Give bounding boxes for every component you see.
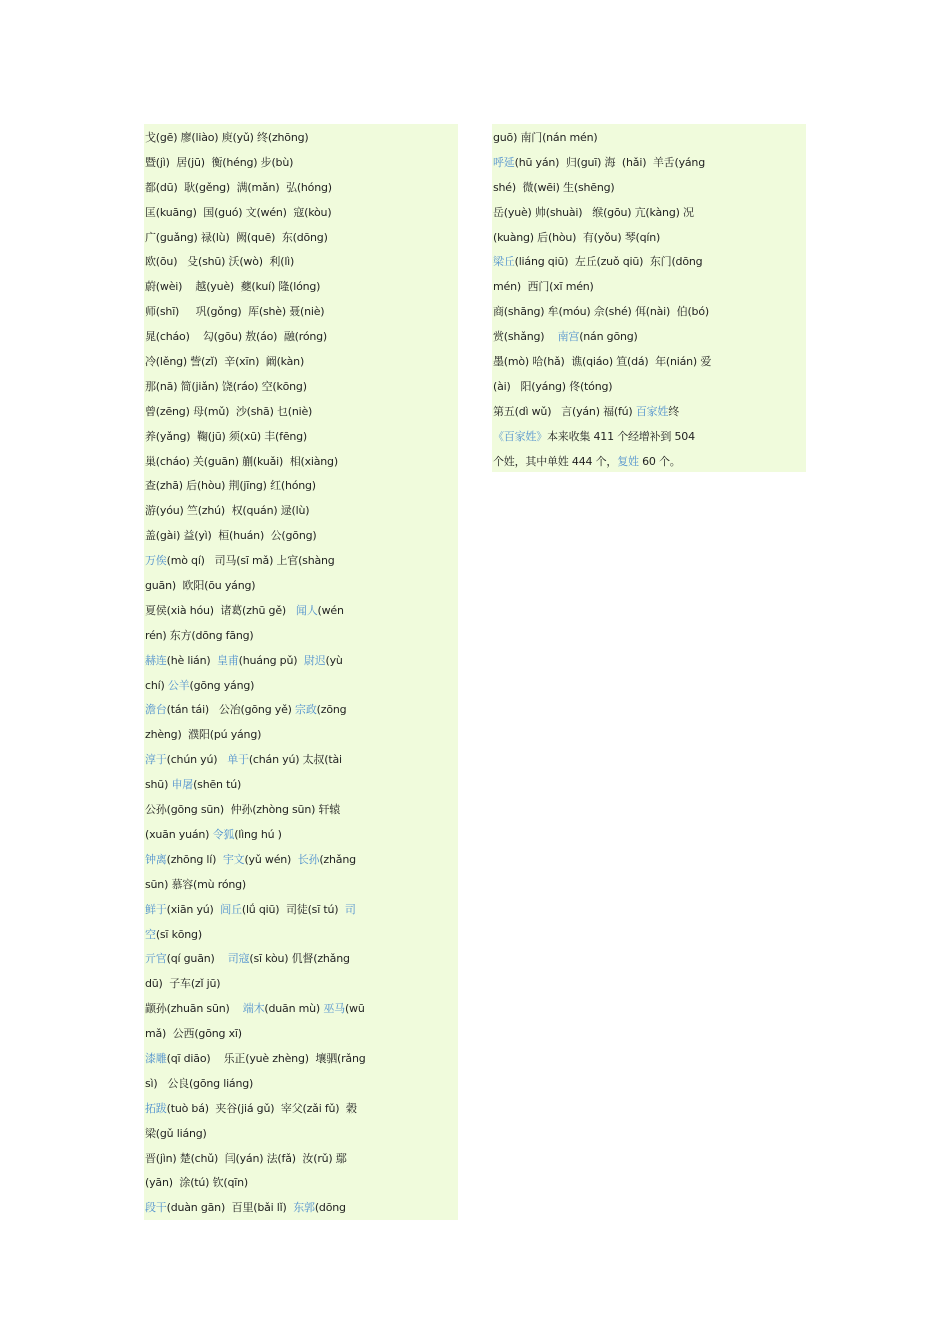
text-segment: 第五(dì wǔ) 言(yán) 福(fú) (493, 404, 636, 418)
text-segment: (zōng (316, 703, 347, 717)
text-segment: 60 个。 (638, 454, 681, 468)
text-line (145, 574, 458, 599)
text-line (493, 400, 806, 425)
text-line (145, 325, 458, 350)
surname-link[interactable]: 宗政 (295, 703, 317, 717)
text-line (145, 1196, 458, 1221)
text-segment: (mò qí) 司马(sī mǎ) 上官(shàng (166, 554, 335, 568)
right-column (492, 124, 806, 472)
text-segment: 巢(cháo) 关(guān) 蒯(kuǎi) 相(xiàng) (145, 454, 338, 468)
text-line (145, 624, 458, 649)
text-line (145, 748, 458, 773)
text-segment: (duàn gān) 百里(bǎi lǐ) (166, 1201, 294, 1215)
text-segment: (ài) 阳(yáng) 佟(tóng) (493, 379, 613, 393)
text-segment: 师(shī) 巩(gǒng) 厍(shè) 聂(niè) (145, 305, 325, 319)
surname-link[interactable]: 段干 (145, 1201, 167, 1215)
surname-link[interactable]: 鲜于 (145, 902, 167, 916)
text-line (145, 1122, 458, 1147)
text-line (145, 972, 458, 997)
text-line (145, 773, 458, 798)
text-line (145, 649, 458, 674)
surname-link[interactable]: 澹台 (145, 703, 167, 717)
text-segment: (yǔ wén) (244, 852, 298, 866)
text-line (145, 499, 458, 524)
text-segment: 终 (668, 404, 680, 418)
text-line (145, 250, 458, 275)
text-segment: 游(yóu) 竺(zhú) 权(quán) 逯(lù) (145, 504, 310, 518)
text-segment: 那(nā) 简(jiǎn) 饶(ráo) 空(kōng) (145, 379, 307, 393)
text-segment: (chún yú) (166, 753, 228, 767)
text-segment: (yù (325, 653, 343, 667)
text-segment: (tán tái) 公冶(gōng yě) (166, 703, 296, 717)
text-segment: 广(guǎng) 禄(lù) 阙(quē) 东(dōng) (145, 230, 328, 244)
text-line (493, 226, 806, 251)
text-segment: (hè lián) (166, 653, 218, 667)
surname-link[interactable]: 尉迟 (303, 653, 326, 667)
text-line (145, 126, 458, 151)
text-line (145, 549, 458, 574)
text-line (145, 524, 458, 549)
text-line (145, 947, 458, 972)
surname-link[interactable]: 宇文 (222, 852, 245, 866)
text-line (145, 923, 458, 948)
surname-link[interactable]: 《百家姓》 (493, 429, 547, 443)
text-segment: 公孙(gōng sūn) 仲孙(zhòng sūn) 轩辕 (145, 803, 341, 817)
text-segment: (zhǎng (319, 852, 356, 866)
text-line (145, 698, 458, 723)
surname-link[interactable]: 万俟 (145, 554, 167, 568)
left-column (144, 124, 458, 1220)
text-segment: 本来收集 411 个经增补到 504 (547, 429, 695, 443)
text-line (145, 151, 458, 176)
text-segment: 都(dū) 耿(gěng) 满(mǎn) 弘(hóng) (145, 180, 332, 194)
surname-link[interactable]: 巫马 (323, 1002, 345, 1016)
text-segment: (chán yú) 太叔(tài (248, 753, 342, 767)
surname-link[interactable]: 拓跋 (145, 1101, 167, 1115)
text-segment: sì) 公良(gōng liáng) (145, 1076, 254, 1090)
surname-link[interactable]: 钟离 (145, 852, 167, 866)
text-line (145, 823, 458, 848)
text-segment: (duān mù) (264, 1002, 324, 1016)
text-line (493, 425, 806, 450)
surname-link[interactable]: 百家姓 (635, 404, 669, 418)
text-line (493, 176, 806, 201)
text-line (145, 848, 458, 873)
text-segment: (xuān yuán) (145, 827, 213, 841)
text-segment: (gōng yáng) (189, 678, 255, 692)
surname-link[interactable]: 令狐 (212, 827, 235, 841)
text-line (145, 898, 458, 923)
text-line (145, 400, 458, 425)
text-segment: 查(zhā) 后(hòu) 荆(jīng) 红(hóng) (145, 479, 316, 493)
text-line (145, 1097, 458, 1122)
text-line (145, 599, 458, 624)
text-line (145, 176, 458, 201)
text-segment: 盖(gài) 益(yì) 桓(huán) 公(gōng) (145, 529, 317, 543)
text-line (145, 474, 458, 499)
text-segment: (hū yán) 归(guī) 海 (hǎi) 羊舌(yáng (514, 155, 705, 169)
text-segment: 暨(jì) 居(jū) 衡(héng) 步(bù) (145, 155, 294, 169)
text-line (493, 151, 806, 176)
text-segment: chí) (145, 678, 168, 692)
text-segment: 匡(kuāng) 国(guó) 文(wén) 寇(kòu) (145, 205, 332, 219)
surname-link[interactable]: 端木 (242, 1002, 265, 1016)
text-segment: 颛孙(zhuān sūn) (145, 1002, 243, 1016)
text-segment: (sī kòu) 仉督(zhǎng (249, 952, 350, 966)
text-line (145, 300, 458, 325)
text-segment: 墨(mò) 哈(hǎ) 谯(qiáo) 笪(dá) 年(nián) 爱 (493, 355, 712, 369)
surname-link[interactable]: 东郭 (293, 1201, 315, 1215)
text-segment: 冷(lěng) 訾(zǐ) 辛(xīn) 阚(kàn) (145, 355, 305, 369)
text-segment: mǎ) 公西(gōng xī) (145, 1027, 242, 1041)
text-segment: (wū (344, 1002, 365, 1016)
text-segment: sūn) 慕容(mù róng) (145, 877, 246, 891)
text-segment: shū) (145, 778, 172, 792)
surname-link[interactable]: 亓官 (145, 952, 167, 966)
text-segment: zhèng) 濮阳(pú yáng) (145, 728, 262, 742)
text-line (145, 375, 458, 400)
text-line (145, 425, 458, 450)
text-line (145, 350, 458, 375)
surname-link[interactable]: 公羊 (167, 678, 190, 692)
surname-link[interactable]: 皇甫 (217, 653, 239, 667)
text-segment: (kuàng) 后(hòu) 有(yǒu) 琴(qín) (493, 230, 661, 244)
text-line (145, 674, 458, 699)
surname-link[interactable]: 空 (145, 927, 156, 941)
text-segment: (sī kōng) (155, 927, 202, 941)
text-line (145, 1022, 458, 1047)
surname-link[interactable]: 司寇 (227, 952, 250, 966)
text-line (145, 1147, 458, 1172)
text-segment: (nán gōng) (579, 330, 638, 344)
text-line (145, 723, 458, 748)
text-line (493, 450, 806, 475)
text-line (145, 1171, 458, 1196)
text-line (145, 1047, 458, 1072)
text-segment: (wén (317, 603, 344, 617)
surname-link[interactable]: 闻人 (295, 603, 318, 617)
surname-link[interactable]: 南宫 (557, 330, 580, 344)
text-segment: (tuò bá) 夹谷(jiá gǔ) 宰父(zǎi fǔ) 榖 (166, 1101, 357, 1115)
text-line (493, 201, 806, 226)
surname-link[interactable]: 长孙 (297, 852, 320, 866)
text-line (145, 997, 458, 1022)
surname-link[interactable]: 闾丘 (220, 902, 242, 916)
text-line (493, 126, 806, 151)
surname-link[interactable]: 呼延 (493, 155, 515, 169)
text-segment: 养(yǎng) 鞠(jū) 须(xū) 丰(fēng) (145, 429, 308, 443)
text-segment: (qí guān) (166, 952, 228, 966)
text-segment: 戈(gē) 廖(liào) 庾(yǔ) 终(zhōng) (145, 131, 309, 144)
text-segment: 个姓，其中单姓 444 个， (493, 454, 618, 468)
text-segment: (zhōng lí) (166, 852, 223, 866)
surname-link[interactable]: 赫连 (145, 653, 167, 667)
text-segment: 曾(zēng) 母(mǔ) 沙(shā) 乜(niè) (145, 404, 313, 418)
text-segment: (huáng pǔ) (238, 653, 304, 667)
text-segment: (lìng hú ) (234, 827, 282, 841)
surname-link[interactable]: 单于 (227, 753, 249, 767)
text-segment: guō) 南门(nán mén) (493, 131, 598, 144)
text-segment: (yān) 涂(tú) 钦(qīn) (145, 1176, 248, 1190)
text-segment: (lǘ qiū) 司徒(sī tú) (241, 902, 345, 916)
text-line (145, 798, 458, 823)
text-segment: 蔚(wèi) 越(yuè) 夔(kuí) 隆(lóng) (145, 280, 321, 294)
text-segment: mén) 西门(xī mén) (493, 280, 594, 294)
surname-link[interactable]: 司 (344, 902, 356, 916)
text-segment: 晁(cháo) 勾(gōu) 敖(áo) 融(róng) (145, 330, 328, 344)
text-segment: (shēn tú) (193, 778, 242, 792)
text-line (145, 1072, 458, 1097)
text-segment: 梁(gǔ liáng) (145, 1126, 207, 1140)
text-line (145, 201, 458, 226)
surname-link[interactable]: 淳于 (145, 753, 167, 767)
text-line (493, 275, 806, 300)
text-line (145, 873, 458, 898)
surname-link[interactable]: 复姓 (617, 454, 639, 468)
text-segment: rén) 东方(dōng fāng) (145, 628, 254, 642)
text-segment: 夏侯(xià hóu) 诸葛(zhū gě) (145, 603, 296, 617)
text-line (145, 226, 458, 251)
text-segment: 晋(jìn) 楚(chǔ) 闫(yán) 法(fǎ) 汝(rǔ) 鄢 (145, 1151, 347, 1165)
text-segment: 岳(yuè) 帅(shuài) 缑(gōu) 亢(kàng) 况 (493, 205, 694, 219)
surname-link[interactable]: 申屠 (171, 778, 194, 792)
text-segment: 商(shāng) 牟(móu) 佘(shé) 佴(nài) 伯(bó) (493, 305, 709, 319)
text-segment: (liáng qiū) 左丘(zuǒ qiū) 东门(dōng (514, 255, 703, 269)
text-segment: (xiān yú) (166, 902, 221, 916)
text-line (493, 375, 806, 400)
text-line (493, 300, 806, 325)
text-segment: (qī diāo) 乐正(yuè zhèng) 壤驷(rǎng (166, 1051, 366, 1065)
text-line (493, 350, 806, 375)
surname-link[interactable]: 梁丘 (493, 255, 515, 269)
text-segment: shé) 微(wēi) 生(shēng) (493, 180, 615, 194)
text-segment: 赏(shǎng) (493, 330, 558, 344)
text-line (493, 325, 806, 350)
surname-link[interactable]: 漆雕 (145, 1051, 167, 1065)
text-segment: guān) 欧阳(ōu yáng) (145, 579, 256, 593)
text-segment: dū) 子车(zǐ jū) (145, 977, 221, 991)
text-segment: 欧(ōu) 殳(shū) 沃(wò) 利(lì) (145, 255, 295, 269)
text-line (145, 450, 458, 475)
text-segment: (dōng (314, 1201, 346, 1215)
text-line (145, 275, 458, 300)
text-line (493, 250, 806, 275)
